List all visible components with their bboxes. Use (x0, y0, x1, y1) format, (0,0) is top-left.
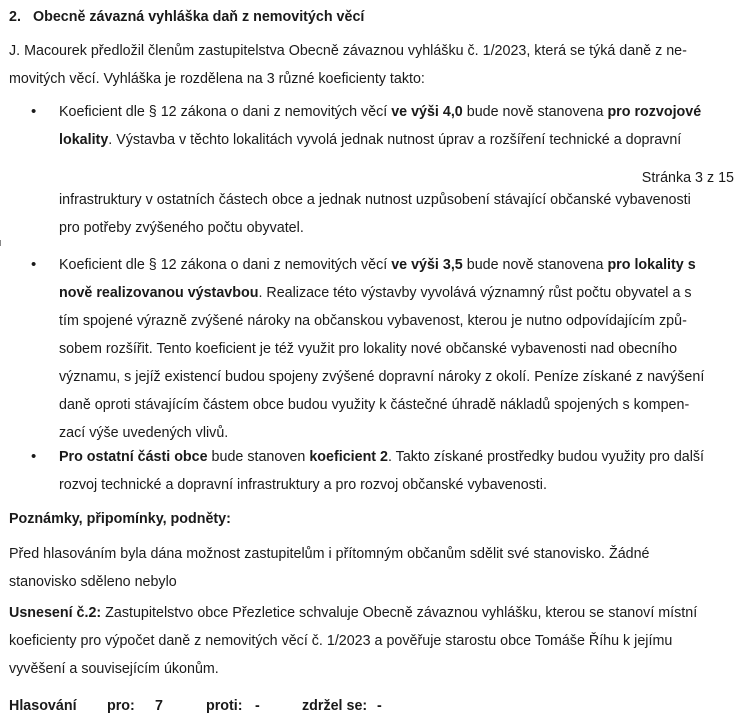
intro-paragraph (9, 37, 734, 93)
section-title: Obecně závazná vyhláška daň z nemovitých věcí (33, 9, 365, 25)
item-line: tím spojené výrazně zvýšené nároky na občanskou vybavenost, kterou je nutno odpovídajícím způ- (59, 313, 687, 329)
emphasis-text: ve výši 3,5 (391, 257, 463, 273)
item-line: významu, s jejíž existencí budou spojeny zvýšené dopravní nároky z okolí. Peníze získané z navýšení (59, 369, 705, 385)
item-line (59, 98, 734, 126)
emphasis-text: Pro ostatní části obce (59, 449, 208, 465)
vote-for-label: pro: (107, 698, 135, 714)
text-run: Koeficient dle § 12 zákona o dani z nemovitých věcí (59, 104, 392, 120)
notes-line: stanovisko sděleno nebylo (9, 574, 177, 590)
text-run: Koeficient dle § 12 zákona o dani z nemovitých věcí (59, 257, 392, 273)
list-item-3 (59, 443, 734, 499)
vote-against-label: proti: (206, 698, 243, 714)
item-line (59, 279, 734, 307)
list-item-1 (59, 98, 734, 154)
resolution-line (9, 599, 734, 627)
text-run: bude nově stanovena (462, 257, 608, 273)
margin-mark (0, 240, 1, 246)
emphasis-text: nově realizovanou výstavbou (59, 285, 259, 301)
item-line: pro potřeby zvýšeného počtu obyvatel. (59, 220, 304, 236)
bullet-marker: • (31, 103, 37, 120)
item-line: sobem rozšířit. Tento koeficient je též využit pro lokality nové občanské vybavenosti nad obecního (59, 341, 678, 357)
item-line (59, 251, 734, 279)
vote-abstain-value: - (377, 698, 382, 714)
emphasis-text: lokality (59, 132, 109, 148)
item-line: daně oproti stávajícím částem obce budou využity k částečné úhradě nákladů spojených s kompen- (59, 397, 690, 413)
notes-heading: Poznámky, připomínky, podněty: (9, 511, 231, 527)
intro-line: J. Macourek předložil členům zastupitelstva Obecně závaznou vyhlášku č. 1/2023, která se týká daně z ne- (9, 43, 687, 59)
intro-line: movitých věcí. Vyhláška je rozdělena na 3 různé koeficienty takto: (9, 71, 425, 87)
emphasis-text: pro lokality s (607, 257, 696, 273)
section-number: 2. (9, 9, 21, 25)
text-run: . Realizace této výstavby vyvolává významný růst počtu obyvatel a s (258, 285, 692, 301)
resolution-line: vyvěšení a souvisejícím úkonům. (9, 661, 219, 677)
section-heading (9, 9, 364, 25)
bullet-marker: • (31, 256, 37, 273)
vote-for-value: 7 (155, 698, 163, 714)
list-item-1-continued (59, 186, 734, 242)
bullet-marker: • (31, 448, 37, 465)
notes-paragraph (9, 540, 734, 596)
item-line (59, 126, 734, 154)
text-run: Zastupitelstvo obce Přezletice schvaluje Obecně závaznou vyhlášku, kterou se stanoví místní (101, 605, 698, 621)
item-line: infrastruktury v ostatních částech obce a jednak nutnost uzpůsobení stávající občanské vybavenosti (59, 192, 691, 208)
resolution-paragraph (9, 599, 734, 683)
text-run: bude nově stanovena (462, 104, 608, 120)
text-run: . Výstavba v těchto lokalitách vyvolá jednak nutnost úprav a rozšíření technické a dopravní (108, 132, 682, 148)
item-line (59, 443, 734, 471)
item-line: zací výše uvedených vlivů. (59, 425, 229, 441)
emphasis-text: pro rozvojové (607, 104, 702, 120)
vote-against-value: - (255, 698, 260, 714)
list-item-2 (59, 251, 734, 447)
item-line: rozvoj technické a dopravní infrastruktury a pro rozvoj občanské vybavenosti. (59, 477, 547, 493)
emphasis-text: ve výši 4,0 (391, 104, 463, 120)
vote-abstain-label: zdržel se: (302, 698, 368, 714)
emphasis-text: koeficient 2 (309, 449, 388, 465)
notes-line: Před hlasováním byla dána možnost zastupitelům i přítomným občanům sdělit své stanovisko. Žádné (9, 546, 650, 562)
resolution-label: Usnesení č.2: (9, 605, 102, 621)
vote-label: Hlasování (9, 698, 77, 714)
page-number: Stránka 3 z 15 (641, 170, 734, 186)
resolution-line: koeficienty pro výpočet daně z nemovitých věcí č. 1/2023 a pověřuje starostu obce Tomáše Říhu k jejímu (9, 633, 673, 649)
text-run: bude stanoven (207, 449, 310, 465)
text-run: . Takto získané prostředky budou využity pro další (388, 449, 705, 465)
